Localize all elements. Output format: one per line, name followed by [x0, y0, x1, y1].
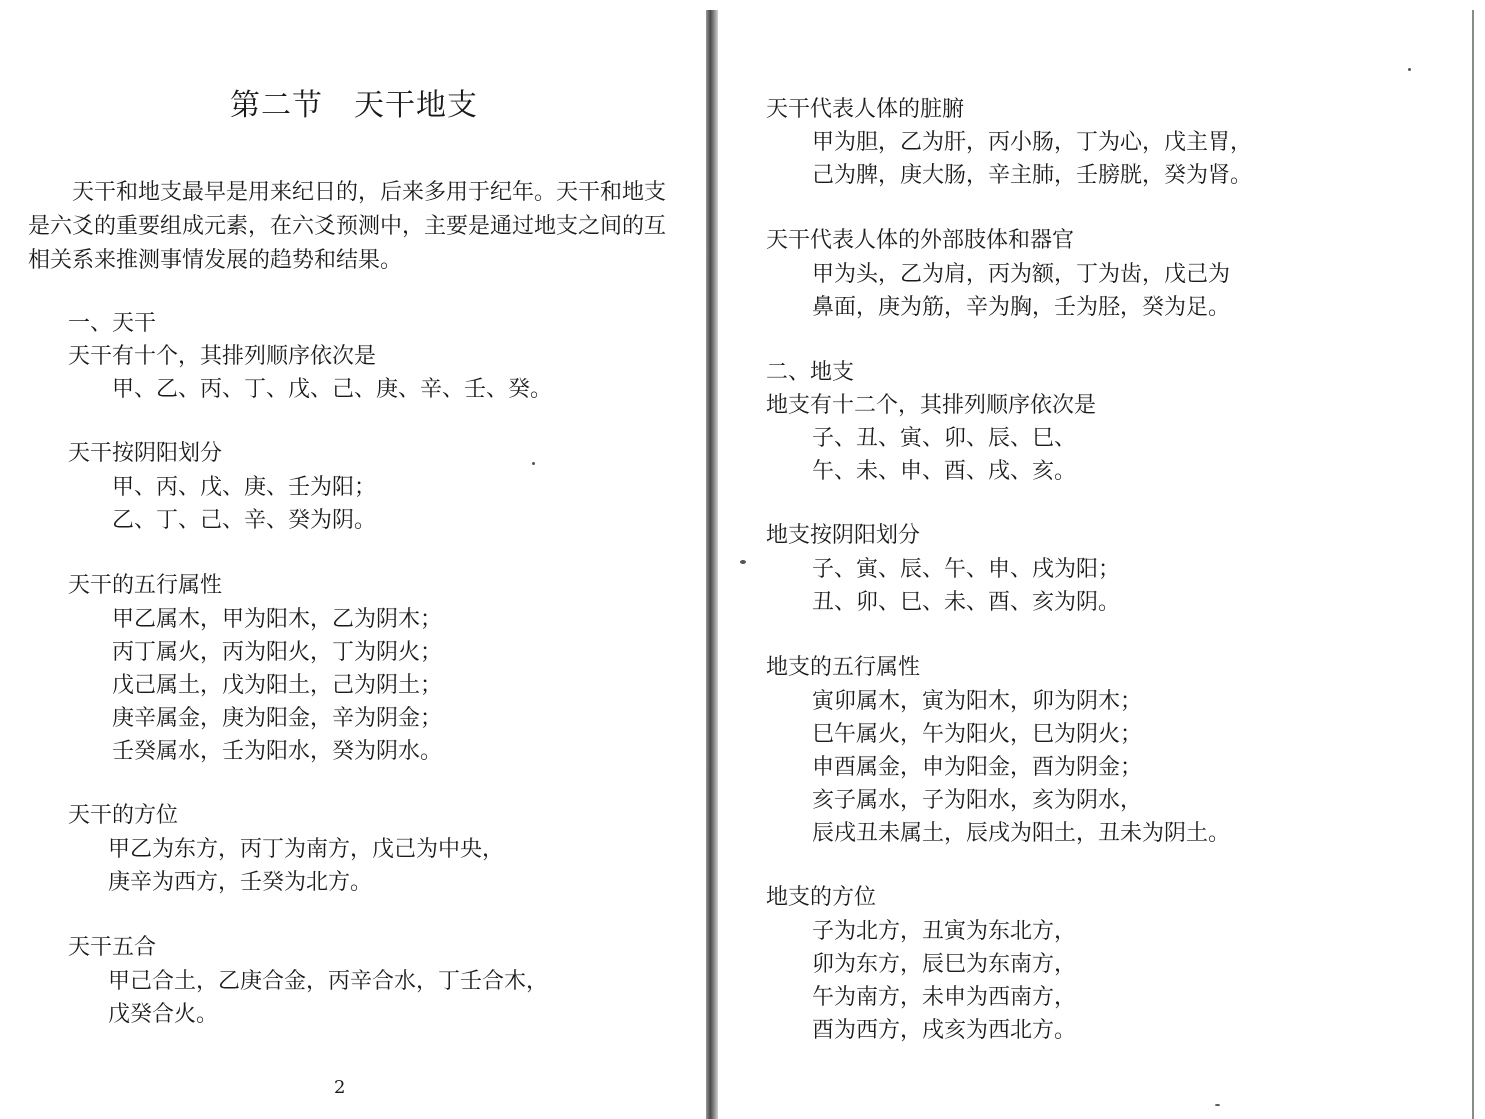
section-title: 第二节 天干地支 [230, 88, 478, 123]
heading-zangfu: 天干代表人体的脏腑 [766, 97, 965, 122]
zhiti-line: 鼻面，庚为筋，辛为胸，壬为胫，癸为足。 [812, 295, 1231, 320]
dizhi-fangwei-line: 酉为西方，戌亥为西北方。 [812, 1018, 1077, 1043]
scan-speck [740, 560, 746, 564]
scan-speck [532, 462, 535, 465]
heading-dizhi-wuxing: 地支的五行属性 [766, 655, 921, 680]
zangfu-line: 甲为胆，乙为肝，丙小肠，丁为心，戊主胃， [812, 130, 1253, 155]
dizhi-fangwei-line: 子为北方，丑寅为东北方， [812, 919, 1077, 944]
zangfu-line: 己为脾，庚大肠，辛主肺，壬膀胱，癸为肾。 [812, 163, 1253, 188]
heading-dizhi-yinyang: 地支按阴阳划分 [766, 523, 921, 548]
tiangan-list: 甲、乙、丙、丁、戊、己、庚、辛、壬、癸。 [112, 377, 553, 402]
heading-tiangan-wuxing: 天干的五行属性 [68, 573, 223, 598]
dizhi-fangwei-line: 卯为东方，辰巳为东南方， [812, 952, 1077, 977]
tiangan-wuxing-line: 甲乙属木，甲为阳木，乙为阴木； [112, 607, 443, 632]
dizhi-wuxing-line: 巳午属火，午为阳火，巳为阴火； [812, 722, 1143, 747]
dizhi-intro: 地支有十二个，其排列顺序依次是 [766, 393, 1097, 418]
dizhi-wuxing-line: 申酉属金，申为阳金，酉为阴金； [812, 755, 1143, 780]
heading-tiangan-fangwei: 天干的方位 [68, 803, 179, 828]
tiangan-yang: 甲、丙、戊、庚、壬为阳； [112, 475, 377, 500]
dizhi-wuxing-line: 亥子属水，子为阳水，亥为阴水， [812, 788, 1143, 813]
tiangan-fangwei-line: 庚辛为西方，壬癸为北方。 [108, 870, 373, 895]
tiangan-wuxing-line: 丙丁属火，丙为阳火，丁为阴火； [112, 640, 443, 665]
dizhi-list-line: 子、丑、寅、卯、辰、巳、 [812, 426, 1077, 451]
tiangan-wuhe-line: 甲己合土，乙庚合金，丙辛合水，丁壬合木， [108, 969, 549, 994]
tiangan-wuhe-line: 戊癸合火。 [108, 1002, 219, 1027]
page-number: 2 [334, 1077, 346, 1098]
right-page [708, 0, 1485, 1119]
scan-speck [1215, 1104, 1220, 1106]
dizhi-wuxing-line: 寅卯属木，寅为阳木，卯为阴木； [812, 689, 1143, 714]
intro-line-3: 相关系来推测事情发展的趋势和结果。 [28, 248, 403, 273]
tiangan-wuxing-line: 庚辛属金，庚为阳金，辛为阴金； [112, 706, 443, 731]
page-edge-line [1472, 10, 1474, 1119]
heading-dizhi-fangwei: 地支的方位 [766, 885, 877, 910]
heading-tiangan-yinyang: 天干按阴阳划分 [68, 441, 223, 466]
dizhi-list-line: 午、未、申、酉、戌、亥。 [812, 459, 1077, 484]
dizhi-fangwei-line: 午为南方，未申为西南方， [812, 985, 1077, 1010]
heading-zhiti: 天干代表人体的外部肢体和器官 [766, 228, 1075, 253]
tiangan-fangwei-line: 甲乙为东方，丙丁为南方，戊己为中央， [108, 837, 505, 862]
intro-line-2: 是六爻的重要组成元素，在六爻预测中，主要是通过地支之间的互 [28, 214, 667, 239]
intro-line-1: 天干和地支最早是用来纪日的，后来多用于纪年。天干和地支 [28, 180, 667, 205]
heading-dizhi: 二、地支 [766, 360, 855, 385]
heading-tiangan-wuhe: 天干五合 [68, 935, 157, 960]
dizhi-yang: 子、寅、辰、午、申、戌为阳； [812, 557, 1121, 582]
dizhi-wuxing-line: 辰戌丑未属土，辰戌为阳土，丑未为阴土。 [812, 821, 1231, 846]
tiangan-wuxing-line: 壬癸属水，壬为阳水，癸为阴水。 [112, 739, 443, 764]
zhiti-line: 甲为头，乙为肩，丙为额，丁为齿，戊己为 [812, 262, 1231, 287]
dizhi-yin: 丑、卯、巳、未、酉、亥为阴。 [812, 590, 1121, 615]
scan-speck [1408, 68, 1411, 71]
heading-tiangan: 一、天干 [68, 311, 157, 336]
tiangan-yin: 乙、丁、己、辛、癸为阴。 [112, 508, 377, 533]
left-page [0, 0, 708, 1119]
tiangan-wuxing-line: 戊己属土，戊为阳土，己为阴土； [112, 673, 443, 698]
tiangan-intro: 天干有十个，其排列顺序依次是 [68, 344, 377, 369]
